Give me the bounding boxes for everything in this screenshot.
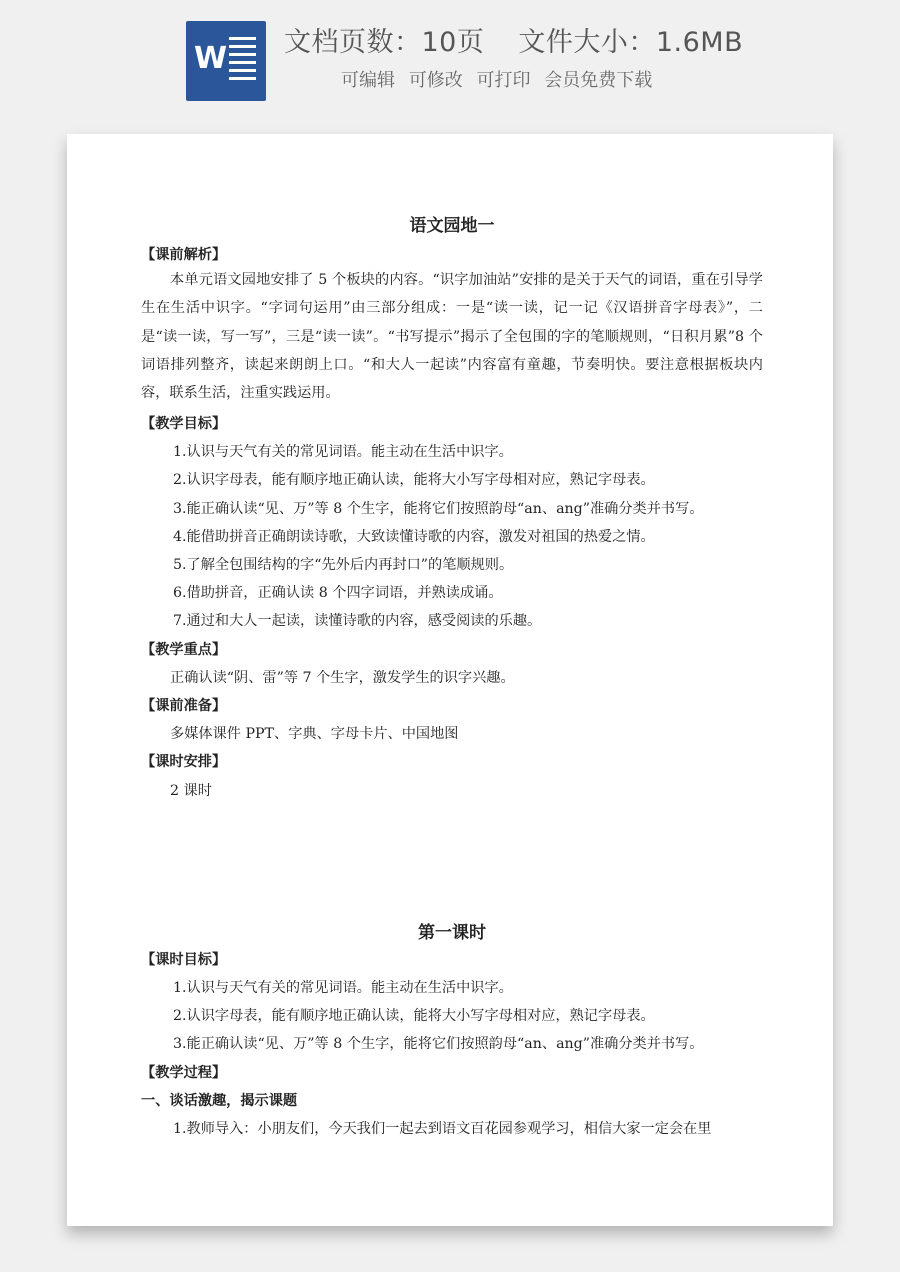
goal-item: 1.认识与天气有关的常见词语。能主动在生活中识字。 [173,444,513,460]
document-page [67,134,833,1226]
section-heading-process: 【教学过程】 [141,1065,227,1081]
section-heading-analysis: 【课前解析】 [141,247,227,263]
section-heading-key: 【教学重点】 [141,642,227,658]
goal-item: 3.能正确认读“见、万”等 8 个生字，能将它们按照韵母“an、ang”准确分类并书写。 [173,501,704,517]
feature-editable: 可编辑 [341,70,395,91]
document-title: 语文园地一 [409,216,495,236]
feature-list [341,66,660,92]
section-heading-lesson-goals: 【课时目标】 [141,952,227,968]
document-meta-title [284,20,743,59]
word-document-icon [186,21,266,101]
goal-item: 4.能借助拼音正确朗读诗歌，大致读懂诗歌的内容，激发对祖国的热爱之情。 [173,529,655,545]
feature-member-download: 会员免费下载 [544,70,653,91]
goal-item: 5.了解全包围结构的字“先外后内再封口”的笔顺规则。 [173,557,514,573]
download-banner [0,0,900,130]
key-point-text: 正确认读“阴、雷”等 7 个生字，激发学生的识字兴趣。 [170,670,515,686]
feature-modifiable: 可修改 [408,70,463,91]
logo-letter: W [194,41,228,76]
goal-item: 7.通过和大人一起读，读懂诗歌的内容，感受阅读的乐趣。 [173,613,542,629]
file-size-label: 文件大小：1.6MB [518,27,744,58]
page-count-label: 文档页数：10页 [284,27,485,58]
goal-item: 6.借助拼音，正确认读 8 个四字词语，并熟读成诵。 [173,585,503,601]
analysis-paragraph: 本单元语文园地安排了 5 个板块的内容。“识字加油站”安排的是关于天气的词语，重在引导学生在生活中识字。“字词句运用”由三部分组成：一是“读一读，记一记《汉语拼音字母表》”，二是“读一读，写一写”，三是“读一读”。“书写提示”揭示了全包围的字的笔顺规则，“日积月累”8 个词语排列整齐，读起来朗朗上口。“和大人一起读”内容富有童趣，节奏明快。要注意根据板块内容，联系生活，注重实践运用。 [141,272,763,402]
process-step-text: 1.教师导入：小朋友们，今天我们一起去到语文百花园参观学习，相信大家一定会在里 [173,1121,712,1137]
process-step-heading: 一、谈话激趣，揭示课题 [141,1093,298,1109]
lesson-goal-item: 3.能正确认读“见、万”等 8 个生字，能将它们按照韵母“an、ang”准确分类并书写。 [173,1036,704,1052]
schedule-text: 2 课时 [170,783,212,799]
goal-item: 2.认识字母表，能有顺序地正确认读，能将大小写字母相对应，熟记字母表。 [173,472,655,488]
lesson-title: 第一课时 [418,923,486,943]
prep-text: 多媒体课件 PPT、字典、字母卡片、中国地图 [170,726,459,742]
feature-printable: 可打印 [476,70,531,91]
lesson-goal-item: 2.认识字母表，能有顺序地正确认读，能将大小写字母相对应，熟记字母表。 [173,1008,655,1024]
section-heading-prep: 【课前准备】 [141,698,227,714]
section-heading-schedule: 【课时安排】 [141,754,227,770]
section-heading-goals: 【教学目标】 [141,416,227,432]
lesson-goal-item: 1.认识与天气有关的常见词语。能主动在生活中识字。 [173,980,513,996]
